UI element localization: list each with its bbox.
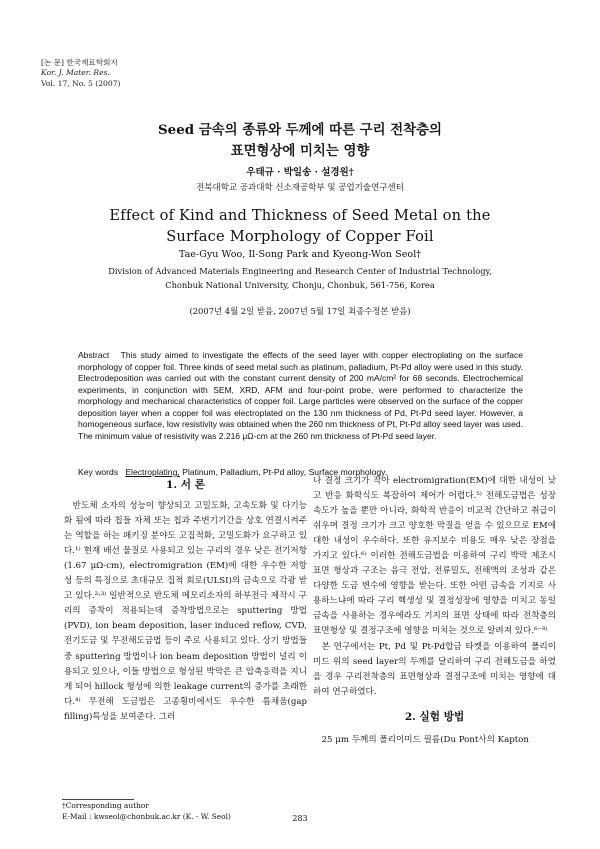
received-dates: (2007년 4월 2일 받음, 2007년 5월 17일 최종수정본 받음) bbox=[189, 306, 411, 316]
journal-header bbox=[41, 58, 121, 89]
english-title-line2: Surface Morphology of Copper Foil bbox=[166, 228, 434, 245]
left-column bbox=[64, 474, 307, 725]
section1-paragraph1: 반도체 소자의 성능이 향상되고 고밀도화, 고속도화 및 다기능화 됨에 따라 칩들 자체 또는 칩과 주변기기간을 상호 연결시켜주는 역할을 하는 패키징 분야도 고집적화, 고밀도화가 요구하고 있다.¹⁾ 현재 배선 물질로 사용되고 있는 구리의 경우 낮은 전기저항(1.67 μΩ-cm), electromigration (EM)에 대한 우수한 저항성 등의 특징으로 초대규모 집적 회로(ULSI)의 금속으로 각광 받고 있다.²˒³⁾ 일반적으로 반도체 메모리소자의 하부전극 제작시 구리의 증착이 적용되는데 증착방법으로는 sputtering 방법(PVD), ion beam deposition, laser induced reflow, CVD, 전기도금 및 무전해도금법 등이 주로 사용되고 있다. 상기 방법들 중 sputtering 방법이나 ion beam deposition 방법이 널리 이용되고 있으나, 이들 방법으로 형성된 박막은 큰 압축응력을 지니게 되어 hillock 형성에 의한 leakage current의 증가를 초래한다.⁴⁾ 무전해 도금법은 고종횡비에서도 우수한 틈채움(gap filling)특성을 보여준다. 그러 bbox=[64, 501, 307, 722]
page-number: 283 bbox=[292, 814, 308, 823]
footnote-corresponding: †Corresponding author bbox=[62, 801, 149, 810]
english-authors: Tae-Gyu Woo, Il-Song Park and Kyeong-Won Seol† bbox=[178, 249, 422, 260]
header-volume: Vol. 17, No. 5 (2007) bbox=[41, 78, 121, 88]
english-affiliation bbox=[0, 265, 600, 292]
english-title bbox=[0, 205, 600, 247]
english-affiliation-line1: Division of Advanced Materials Engineering and Research Center of Industrial Technology, bbox=[108, 266, 492, 276]
keyword-electroplating: Electroplating, bbox=[125, 467, 180, 477]
section1-paragraph2-continued: 나 결정 크기가 작아 electromigration(EM)에 대한 내성이 낮고 반응 화학식도 복잡하여 제어가 어렵다.⁵⁾ 전해도금법은 성장속도가 높을 뿐만 아니라, 화학적 반응이 비교적 간단하고 취급이 쉬우며 결정 크기가 크고 양호한 막질을 얻을 수 있으므로 EM에 대한 내성이 우수하다. 또한 유지보수 비용도 매우 낮은 장점을 가지고 있다.⁶⁾ 이러한 전해도금법을 이용하여 구리 박막 제조시 표면 형상과 구조는 음극 전압, 전류밀도, 전해액의 조성과 같은 다양한 도금 변수에 영향을 받는다. 또한 어떤 금속을 기지로 사용하느냐에 따라 구리 핵생성 및 결정성장에 영향을 미치고 동일 금속을 사용하는 경우에라도 기지의 표면 상태에 따라 전착층의 표면형상 및 결정구조에 영향을 미치는 것으로 알려져 있다.⁶⁻⁸⁾ bbox=[313, 476, 556, 637]
abstract bbox=[78, 350, 523, 442]
footnote-email: E-Mail : kwseol@chonbuk.ac.kr (K. - W. Seol) bbox=[62, 812, 231, 821]
korean-title-line2: 표면형상에 미치는 영향 bbox=[230, 142, 370, 159]
abstract-text: This study aimed to investigate the effects of the seed layer with copper electroplating on the surface morphology of copper foil. Three kinds of seed metal such as platinum, palladium, Pt-Pd alloy were used in this study. Electrodeposition was carried out with the constant current density of 200 mA/cm² for 68 seconds. Electrochemical experiments, in conjunction with SEM, XRD, AFM and four-point probe, were performed to characterize the morphology and mechanical characteristics of copper foil. Large particles were observed on the surface of the copper deposition layer when a copper foil was electroplated on the 130 nm thickness of Pd, Pt-Pd seed layer. However, a homogeneous surface, low resistivity was obtained when the 260 nm thickness of Pt, Pt-Pd alloy seed layer was used. The minimum value of resistivity was 2.216 μΩ-cm at the 260 nm thickness of Pt-Pd seed layer. bbox=[78, 350, 524, 441]
right-column bbox=[313, 474, 556, 748]
section2-heading: 2. 실험 방법 bbox=[404, 710, 465, 723]
korean-authors: 우태규 · 박일송 · 설경원† bbox=[246, 167, 354, 178]
keywords-rest: Platinum, Palladium, Pt-Pd alloy, Surface morphology. bbox=[179, 467, 388, 477]
section2-paragraph1: 25 μm 두께의 폴리이미드 필름(Du Pont사의 Kapton bbox=[321, 734, 529, 745]
abstract-label: Abstract bbox=[78, 350, 110, 360]
korean-affiliation: 전북대학교 공과대학 신소재공학부 및 공업기술연구센터 bbox=[196, 183, 404, 193]
header-category: [논 문] 한국재료학회지 bbox=[41, 58, 118, 67]
korean-title bbox=[0, 120, 600, 161]
english-title-line1: Effect of Kind and Thickness of Seed Metal on the bbox=[109, 207, 491, 224]
header-journal: Kor. J. Mater. Res. bbox=[41, 68, 110, 78]
section1-heading: 1. 서 론 bbox=[166, 479, 205, 491]
korean-title-line1: Seed 금속의 종류와 두께에 따른 구리 전착층의 bbox=[158, 122, 442, 138]
english-affiliation-line2: Chonbuk National University, Chonju, Chonbuk, 561-756, Korea bbox=[165, 279, 435, 290]
section1-paragraph3: 본 연구에서는 Pt, Pd 및 Pt-Pd합금 타켓을 이용하여 폴리이미드 위의 seed layer의 두께를 달리하여 구리 전해도금을 하였을 경우 구리전착층의 표면형상과 결정구조에 미치는 영향에 대하여 연구하였다. bbox=[313, 641, 556, 697]
keywords-label: Key words bbox=[78, 467, 119, 477]
